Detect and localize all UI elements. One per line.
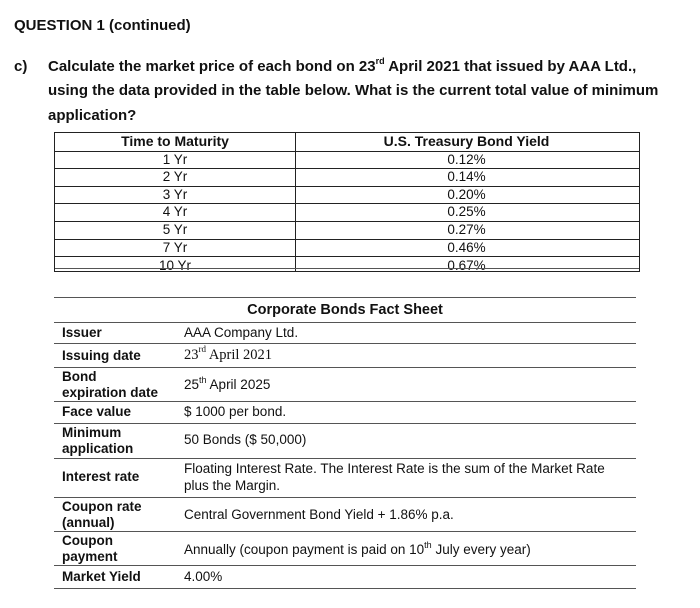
maturity-cell: 7 Yr [162,239,188,255]
maturity-cell: 3 Yr [162,186,188,202]
divider [54,343,636,344]
table-row [55,256,639,274]
divider [54,322,636,323]
yield-cell: 0.27% [447,222,486,237]
divider [54,531,636,532]
divider [54,297,636,298]
yield-cell: 0.46% [447,239,486,255]
divider [54,588,636,589]
table-row [55,186,639,205]
yield-cell: 0.12% [447,151,486,167]
table-header-row [55,133,639,152]
interest-rate-label: Interest rate [62,469,140,484]
coupon-payment-label-line-2: payment [62,549,118,564]
table-row [55,239,639,258]
question-line-2: using the data provided in the table below. What is the current total value of minimum [48,82,659,99]
yield-cell: 0.67% [447,258,486,274]
market-yield-value: 4.00% [184,569,223,584]
expiry-label-line-1: Bond [62,369,97,384]
yield-cell: 0.14% [447,169,486,185]
interest-rate-value-line-1: Floating Interest Rate. The Interest Rate is the sum of the Market Rate [184,461,605,476]
face-value-label: Face value [62,404,132,419]
min-application-label-line-1: Minimum [62,425,122,440]
coupon-payment-value: Annually (coupon payment is paid on 10th July every year) [184,539,531,557]
yield-cell: 0.25% [447,204,486,220]
issuing-date-label: Issuing date [62,348,141,363]
coupon-rate-label-line-2: (annual) [62,515,115,530]
maturity-cell: 5 Yr [162,222,188,237]
interest-rate-value-line-2: plus the Margin. [184,478,281,493]
market-yield-label: Market Yield [62,569,141,584]
divider [54,367,636,368]
maturity-cell: 4 Yr [162,204,188,220]
min-application-label-line-2: application [62,441,134,456]
expiry-value: 25th April 2025 [184,374,271,392]
coupon-rate-label-line-1: Coupon rate [62,499,142,514]
question-letter: c) [14,58,28,75]
table-row [55,168,639,187]
header-treasury-yield: U.S. Treasury Bond Yield [383,133,550,149]
fact-sheet [54,297,636,593]
treasury-yield-table [54,132,640,272]
divider [54,401,636,402]
maturity-cell: 2 Yr [162,169,188,185]
fact-sheet-title: Corporate Bonds Fact Sheet [247,302,443,318]
table-row [55,221,639,240]
expiry-label-line-2: expiration date [62,385,159,400]
table-row [55,151,639,170]
divider [54,458,636,459]
maturity-cell: 1 Yr [162,151,188,167]
header-time-to-maturity: Time to Maturity [121,133,229,149]
divider [54,565,636,566]
question-line-1: Calculate the market price of each bond on 23rd April 2021 that issued by AAA Ltd., [48,56,637,75]
issuing-date-value: 23rd April 2021 [184,344,273,363]
issuer-label: Issuer [62,325,102,340]
divider [54,497,636,498]
divider [54,423,636,424]
min-application-value: 50 Bonds ($ 50,000) [184,432,307,447]
face-value: $ 1000 per bond. [184,404,287,419]
question-line-3: application? [48,107,137,124]
coupon-rate-value: Central Government Bond Yield + 1.86% p.a. [184,507,454,522]
maturity-cell: 10 Yr [158,258,192,274]
section-heading: QUESTION 1 (continued) [14,17,191,34]
table-row [55,203,639,222]
yield-cell: 0.20% [447,186,486,202]
issuer-value: AAA Company Ltd. [184,325,299,340]
coupon-payment-label-line-1: Coupon [62,533,113,548]
